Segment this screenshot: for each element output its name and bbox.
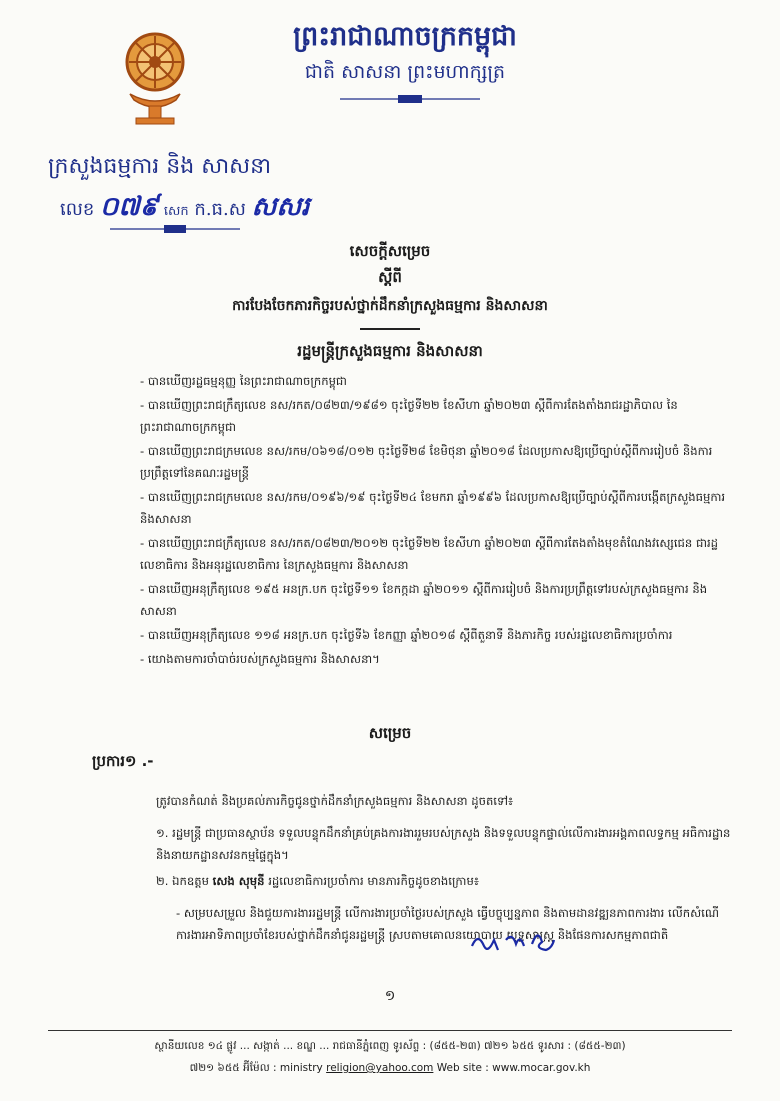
ministry-name: ក្រសួងធម្មការ និង សាសនា [48,154,272,179]
footer-website-label: Web site : [436,1062,489,1074]
kingdom-title: ព្រះរាជាណាចក្រកម្ពុជា [293,21,517,52]
ministry-emblem-icon [116,28,194,128]
divider-ornament-icon [340,94,480,104]
minister-heading: រដ្ឋមន្ត្រីក្រសួងធម្មការ និងសាសនា [297,342,483,360]
subject-title: ការបែងចែកភារកិច្ចរបស់ថ្នាក់ដឹកនាំក្រសួងធម្មការ និងសាសនា [232,298,548,314]
ref-suffix: ក.ធ.ស [194,199,246,220]
footer-contact-prefix: ៧២១ ៦៥៥ អ៊ីម៉ែល : ministry [189,1062,323,1074]
decides-heading: សម្រេច [368,724,412,742]
consideration-item: - បានឃើញអនុក្រឹត្យលេខ ១៩៥ អនក្រ.បក ចុះថ្ងៃទី១១ ខែកក្កដា ឆ្នាំ២០១១ ស្តីពីការរៀបចំ និងការប្រព្រឹត្តទៅរបស់ក្រសួងធម្មការ និងសាសនា [140,582,708,618]
duty-item-1: ១. រដ្ឋមន្ត្រី ជាប្រធានស្ថាប័ន ទទួលបន្ទុកដឹកនាំគ្រប់គ្រងការងាររួមរបស់ក្រសួង និងទទួលបន្ទុកផ្ទាល់លើការងារអង្គភាពលទ្ធកម្ម អធិការដ្ឋាន និងនាយកដ្ឋានសវនកម្មផ្ទៃក្នុង។ [156,826,731,862]
reference-number [60,190,309,228]
article-intro: ត្រូវបានកំណត់ និងប្រគល់ភារកិច្ចជូនថ្នាក់ដឹកនាំក្រសួងធម្មការ និងសាសនា ដូចតទៅ៖ [156,794,514,808]
consideration-item: - បានឃើញព្រះរាជក្រមលេខ នស/រកម/០៦១៨/០១២ ចុះថ្ងៃទី២៨ ខែមិថុនា ឆ្នាំ២០១៨ ដែលប្រកាសឱ្យប្រើច្បាប់ស្តីពីការរៀបចំ និងការប្រព្រឹត្តទៅនៃគណៈរដ្ឋមន្ត្រី [140,444,713,480]
footer-website-link[interactable]: www.mocar.gov.kh [492,1062,591,1074]
footer-rule [48,1030,732,1031]
page-number: ១ [384,988,396,1004]
ref-handwritten: សសរ [251,192,310,222]
divider-ornament-icon [110,224,240,234]
about-title: ស្តីពី [378,268,402,286]
ref-sub: សេក [163,204,189,219]
consideration-item: - បានឃើញព្រះរាជក្រមលេខ នស/រកម/០១៩៦/១៩ ចុះថ្ងៃទី២៤ ខែមករា ឆ្នាំ១៩៩៦ ដែលប្រកាសឱ្យប្រើច្បាប់ស្តីពីការបង្កើតក្រសួងធម្មការ និងសាសនា [140,490,726,526]
consideration-item: - បានឃើញរដ្ឋធម្មនុញ្ញ នៃព្រះរាជាណាចក្រកម្ពុជា [140,374,347,388]
considerations-list [140,370,730,672]
footer-email-link[interactable]: religion@yahoo.com [326,1062,434,1074]
ref-number: ០៧៩ [100,192,159,222]
decision-title: សេចក្តីសម្រេច [349,242,431,260]
duty-sub-item: - សម្របសម្រួល និងជួយការងាររដ្ឋមន្ត្រី លើការងារប្រចាំថ្ងៃរបស់ក្រសួង ធ្វើបច្ចុប្បន្នភាព និងតាមដានវឌ្ឍនភាពការងារ លើកសំណើការងារអាទិភាពប្រចាំខែរបស់ថ្នាក់ដឹកនាំជូនរដ្ឋមន្ត្រី ស្របតាមគោលនយោបាយ យុទ្ធសាស្ត្រ និងផែនការសកម្មភាពជាតិ [176,906,719,942]
ref-prefix: លេខ [60,199,95,220]
secretary-name: សេង សុមុនី [212,874,265,888]
national-motto: ជាតិ សាសនា ព្រះមហាក្សត្រ [304,61,506,83]
consideration-item: - បានឃើញព្រះរាជក្រឹត្យលេខ នស/រកត/០៨២៣/១៩៨១ ចុះថ្ងៃទី២២ ខែសីហា ឆ្នាំ២០២៣ ស្តីពីការតែងតាំងរាជរដ្ឋាភិបាល នៃព្រះរាជាណាចក្រកម្ពុជា [140,398,678,434]
item2-suffix: រដ្ឋលេខាធិការប្រចាំការ មានភារកិច្ចដូចខាងក្រោម៖ [268,874,479,888]
footer-address: ស្ថានីយលេខ ១៤ ផ្លូវ ... សង្កាត់ ... ខណ្ឌ ... រាជធានីភ្នំពេញ ទូរស័ព្ទ : (៨៥៥-២៣) ៧២១ ៦៥៥ ទូរសារ : (៨៥៥-២៣) [154,1040,626,1052]
duty-item-2 [156,874,736,891]
initials-signature-icon [468,926,568,956]
title-divider [360,328,420,330]
consideration-item: - យោងតាមការចាំបាច់របស់ក្រសួងធម្មការ និងសាសនា។ [140,652,380,666]
article-label: ប្រការ១ .- [92,752,154,770]
consideration-item: - បានឃើញព្រះរាជក្រឹត្យលេខ នស/រកត/០៨២៣/២០១២ ចុះថ្ងៃទី២២ ខែសីហា ឆ្នាំ២០២៣ ស្តីពីការតែងតាំងមុខតំណែងវស្សេជេន ជារដ្ឋលេខាធិការ និងអនុរដ្ឋលេខាធិការ នៃក្រសួងធម្មការ និងសាសនា [140,536,719,572]
footer-contact [0,1062,780,1077]
consideration-item: - បានឃើញអនុក្រឹត្យលេខ ១១៨ អនក្រ.បក ចុះថ្ងៃទី៦ ខែកញ្ញា ឆ្នាំ២០១៨ ស្តីពីតួនាទី និងភារកិច្ច របស់រដ្ឋលេខាធិការប្រចាំការ [140,628,673,642]
item2-prefix: ២. ឯកឧត្តម [156,874,209,888]
